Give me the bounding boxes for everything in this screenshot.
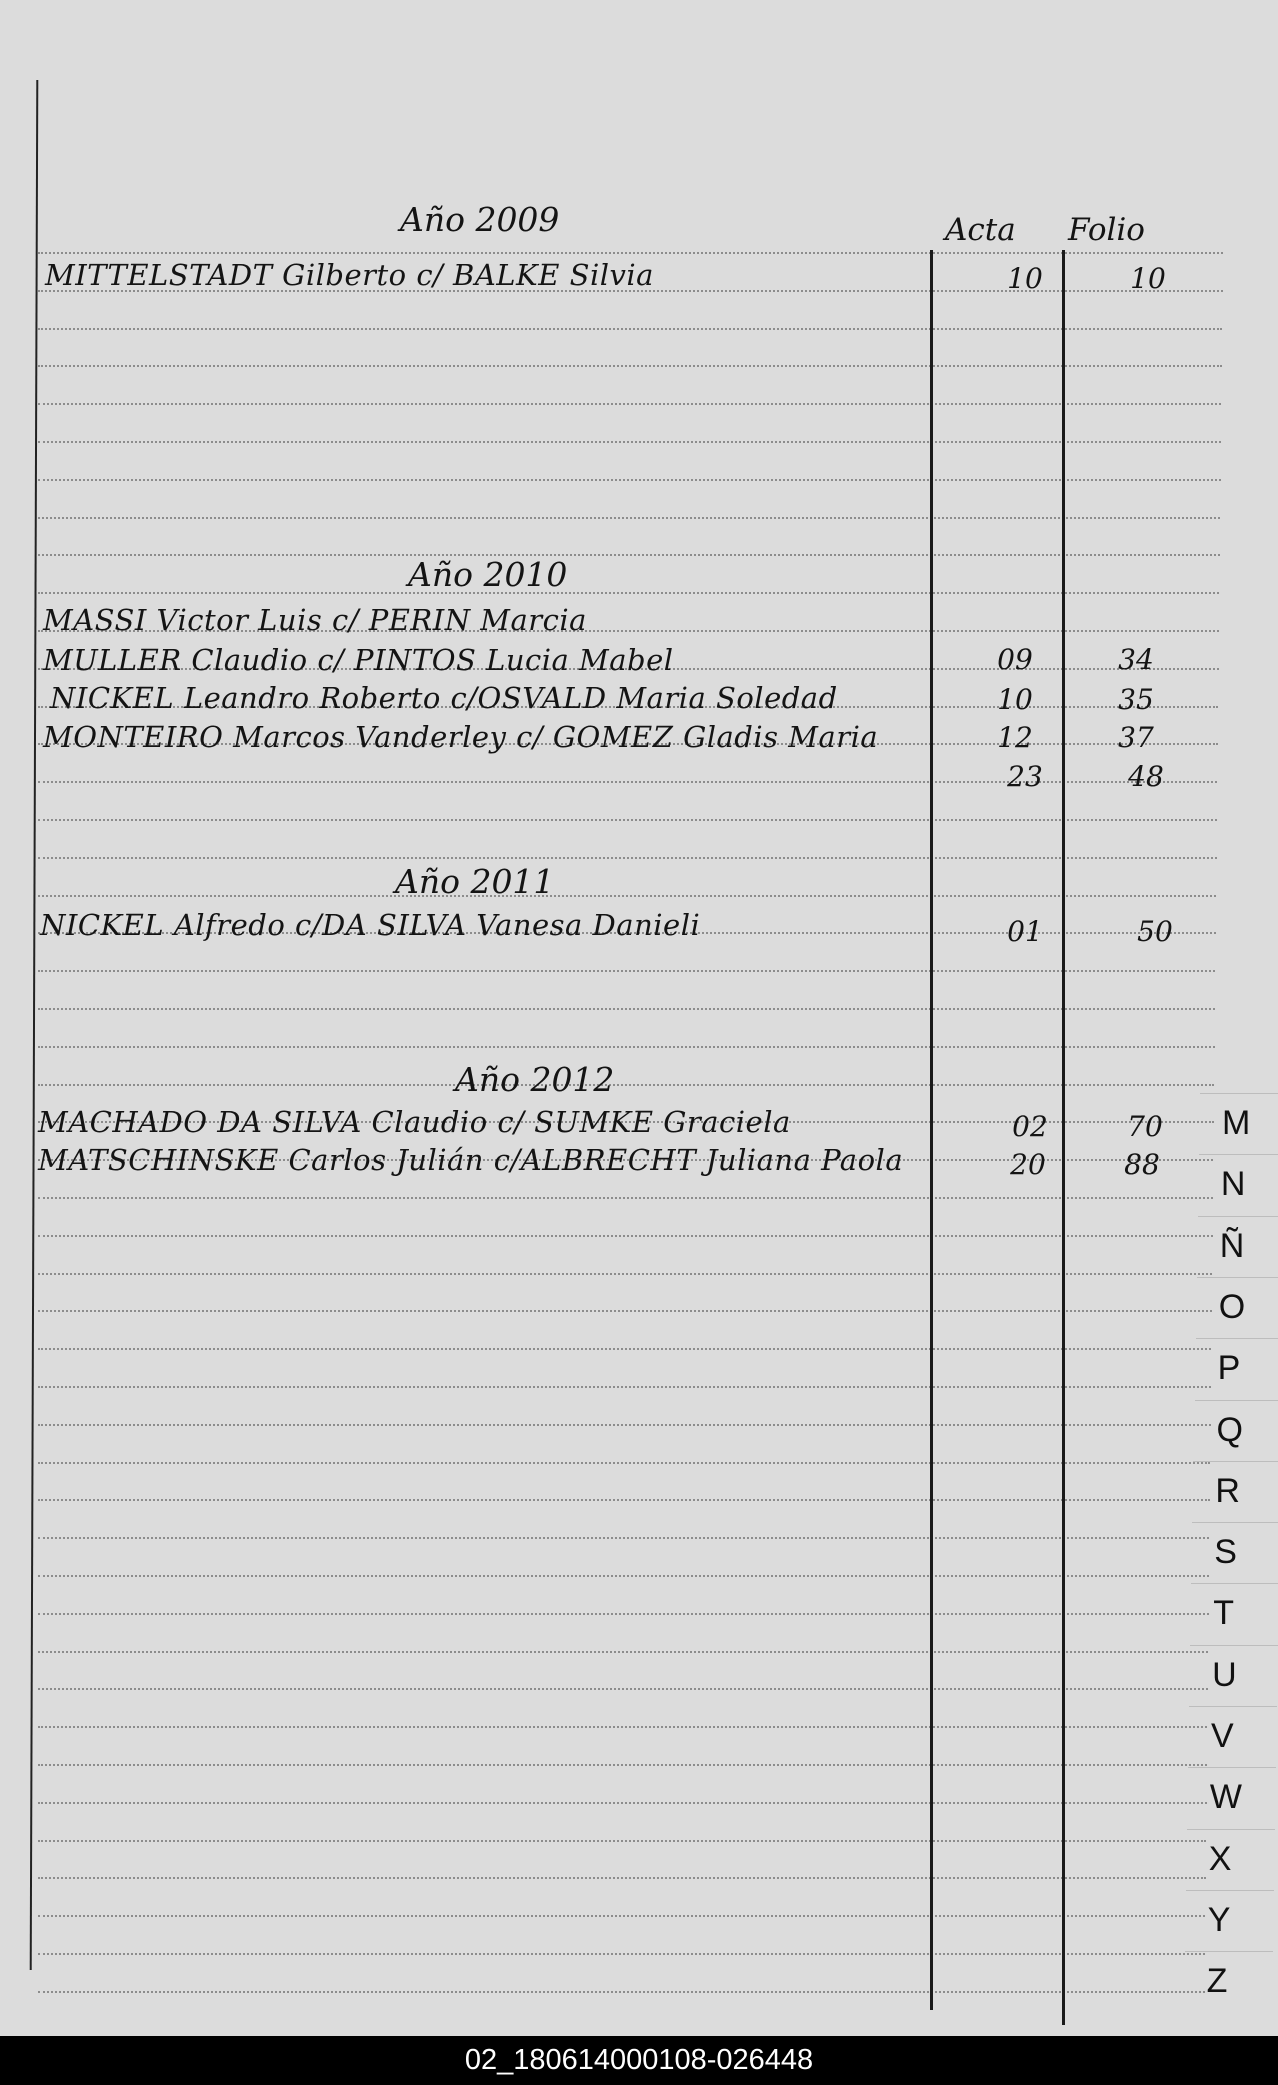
year-heading: Año 2009: [400, 200, 560, 239]
entry-name: MITTELSTADT Gilberto c/ BALKE Silvia: [45, 258, 654, 292]
ruled-line: [38, 1726, 1207, 1728]
ruled-line: [38, 1915, 1205, 1917]
index-tab-7[interactable]: [1192, 1522, 1278, 1581]
entry-name: NICKEL Leandro Roberto c/OSVALD Maria Soledad: [50, 681, 838, 715]
ruled-line: [38, 1424, 1211, 1426]
index-tab-6[interactable]: [1193, 1461, 1278, 1520]
ruled-line: [38, 1310, 1212, 1312]
ruled-line: [38, 1575, 1209, 1577]
index-tab-1[interactable]: [1199, 1154, 1278, 1213]
entry-name: NICKEL Alfredo c/DA SILVA Vanesa Danieli: [40, 908, 701, 942]
entry-folio: 50: [1137, 915, 1173, 948]
index-tab-3[interactable]: [1197, 1277, 1278, 1336]
index-tab-11[interactable]: [1188, 1767, 1276, 1826]
index-tab-letter: S: [1214, 1533, 1237, 1572]
entry-folio: 37: [1118, 721, 1154, 754]
index-tab-9[interactable]: [1190, 1645, 1278, 1704]
index-tab-letter: W: [1209, 1778, 1242, 1817]
year-heading: Año 2012: [455, 1060, 615, 1099]
ruled-line: [38, 1613, 1209, 1615]
ruled-line: [38, 1008, 1215, 1010]
ruled-line: [38, 1462, 1210, 1464]
ruled-line: [38, 819, 1217, 821]
folio-column-header: Folio: [1068, 212, 1145, 248]
ruled-line: [38, 517, 1220, 519]
ruled-line: [38, 857, 1217, 859]
entry-name: MATSCHINSKE Carlos Julián c/ALBRECHT Juliana Paola: [38, 1143, 904, 1177]
entry-acta: 01: [1007, 915, 1043, 948]
entry-acta: 09: [997, 643, 1033, 676]
ruled-line: [38, 1235, 1213, 1237]
ruled-line: [38, 1802, 1207, 1804]
entry-folio: 70: [1127, 1110, 1163, 1143]
left-margin-line: [30, 80, 39, 1970]
ruled-line: [38, 1537, 1209, 1539]
index-tab-letter: T: [1213, 1594, 1234, 1633]
ruled-line: [38, 1877, 1206, 1879]
ruled-line: [38, 1386, 1211, 1388]
scan-code-footer: 02_180614000108-026448: [0, 2036, 1278, 2085]
entry-acta: 12: [997, 721, 1033, 754]
entry-acta: 20: [1010, 1148, 1046, 1181]
ruled-line: [38, 1197, 1213, 1199]
ruled-line: [38, 1991, 1205, 1993]
entry-name: MACHADO DA SILVA Claudio c/ SUMKE Graciela: [38, 1105, 791, 1139]
index-tab-letter: Y: [1207, 1900, 1231, 1939]
entry-name: MULLER Claudio c/ PINTOS Lucia Mabel: [43, 643, 674, 677]
entry-acta: 10: [997, 683, 1033, 716]
ruled-line: [38, 1273, 1212, 1275]
entry-acta: 02: [1012, 1110, 1048, 1143]
entry-folio: 10: [1130, 262, 1166, 295]
ruled-line: [38, 441, 1221, 443]
ruled-line: [38, 1764, 1207, 1766]
ruled-line: [38, 328, 1222, 330]
entry-name: MASSI Victor Luis c/ PERIN Marcia: [43, 603, 587, 637]
index-tab-letter: Z: [1206, 1962, 1228, 2001]
ruled-line: [38, 970, 1215, 972]
ruled-line: [38, 592, 1219, 594]
index-tab-12[interactable]: [1187, 1829, 1275, 1888]
index-tab-letter: X: [1208, 1839, 1232, 1878]
index-tab-letter: M: [1222, 1104, 1251, 1142]
acta-column-header: Acta: [945, 212, 1016, 248]
index-tab-letter: P: [1217, 1349, 1241, 1388]
index-tab-8[interactable]: [1191, 1583, 1278, 1642]
index-tab-letter: N: [1220, 1165, 1246, 1204]
index-tab-letter: V: [1211, 1717, 1234, 1755]
entry-folio: 35: [1118, 683, 1154, 716]
entry-acta: 10: [1007, 262, 1043, 295]
ruled-line: [38, 1084, 1214, 1086]
ruled-line: [38, 252, 1223, 254]
ruled-line: [38, 365, 1222, 367]
year-heading: Año 2010: [408, 555, 568, 594]
index-tab-10[interactable]: [1189, 1706, 1277, 1765]
index-tab-14[interactable]: [1185, 1951, 1273, 2010]
entry-folio: 34: [1118, 643, 1154, 676]
index-tab-13[interactable]: [1186, 1890, 1274, 1949]
ruled-line: [38, 403, 1221, 405]
ruled-line: [38, 1840, 1206, 1842]
index-tab-4[interactable]: [1196, 1338, 1278, 1397]
ruled-line: [38, 1499, 1210, 1501]
year-heading: Año 2011: [395, 862, 555, 901]
ruled-line: [38, 1651, 1208, 1653]
entry-name: MONTEIRO Marcos Vanderley c/ GOMEZ Gladis Maria: [43, 720, 879, 754]
ruled-line: [38, 1688, 1208, 1690]
entry-folio: 88: [1124, 1148, 1160, 1181]
entry-acta: 23: [1007, 760, 1043, 793]
index-tab-letter: O: [1218, 1287, 1246, 1326]
ruled-line: [38, 1046, 1215, 1048]
index-tab-2[interactable]: [1198, 1216, 1278, 1275]
ruled-line: [38, 1348, 1211, 1350]
ruled-line: [38, 1953, 1205, 1955]
index-tab-letter: U: [1212, 1655, 1237, 1694]
ruled-line: [38, 479, 1221, 481]
index-tab-0[interactable]: [1200, 1093, 1278, 1152]
index-tab-5[interactable]: [1195, 1400, 1278, 1459]
index-tab-letter: Q: [1216, 1410, 1243, 1449]
entry-folio: 48: [1128, 760, 1164, 793]
ruled-line: [38, 895, 1216, 897]
acta-column-divider: [930, 250, 933, 2010]
ruled-line: [38, 554, 1220, 556]
index-tab-letter: Ñ: [1219, 1226, 1245, 1265]
index-tab-letter: R: [1215, 1471, 1240, 1510]
